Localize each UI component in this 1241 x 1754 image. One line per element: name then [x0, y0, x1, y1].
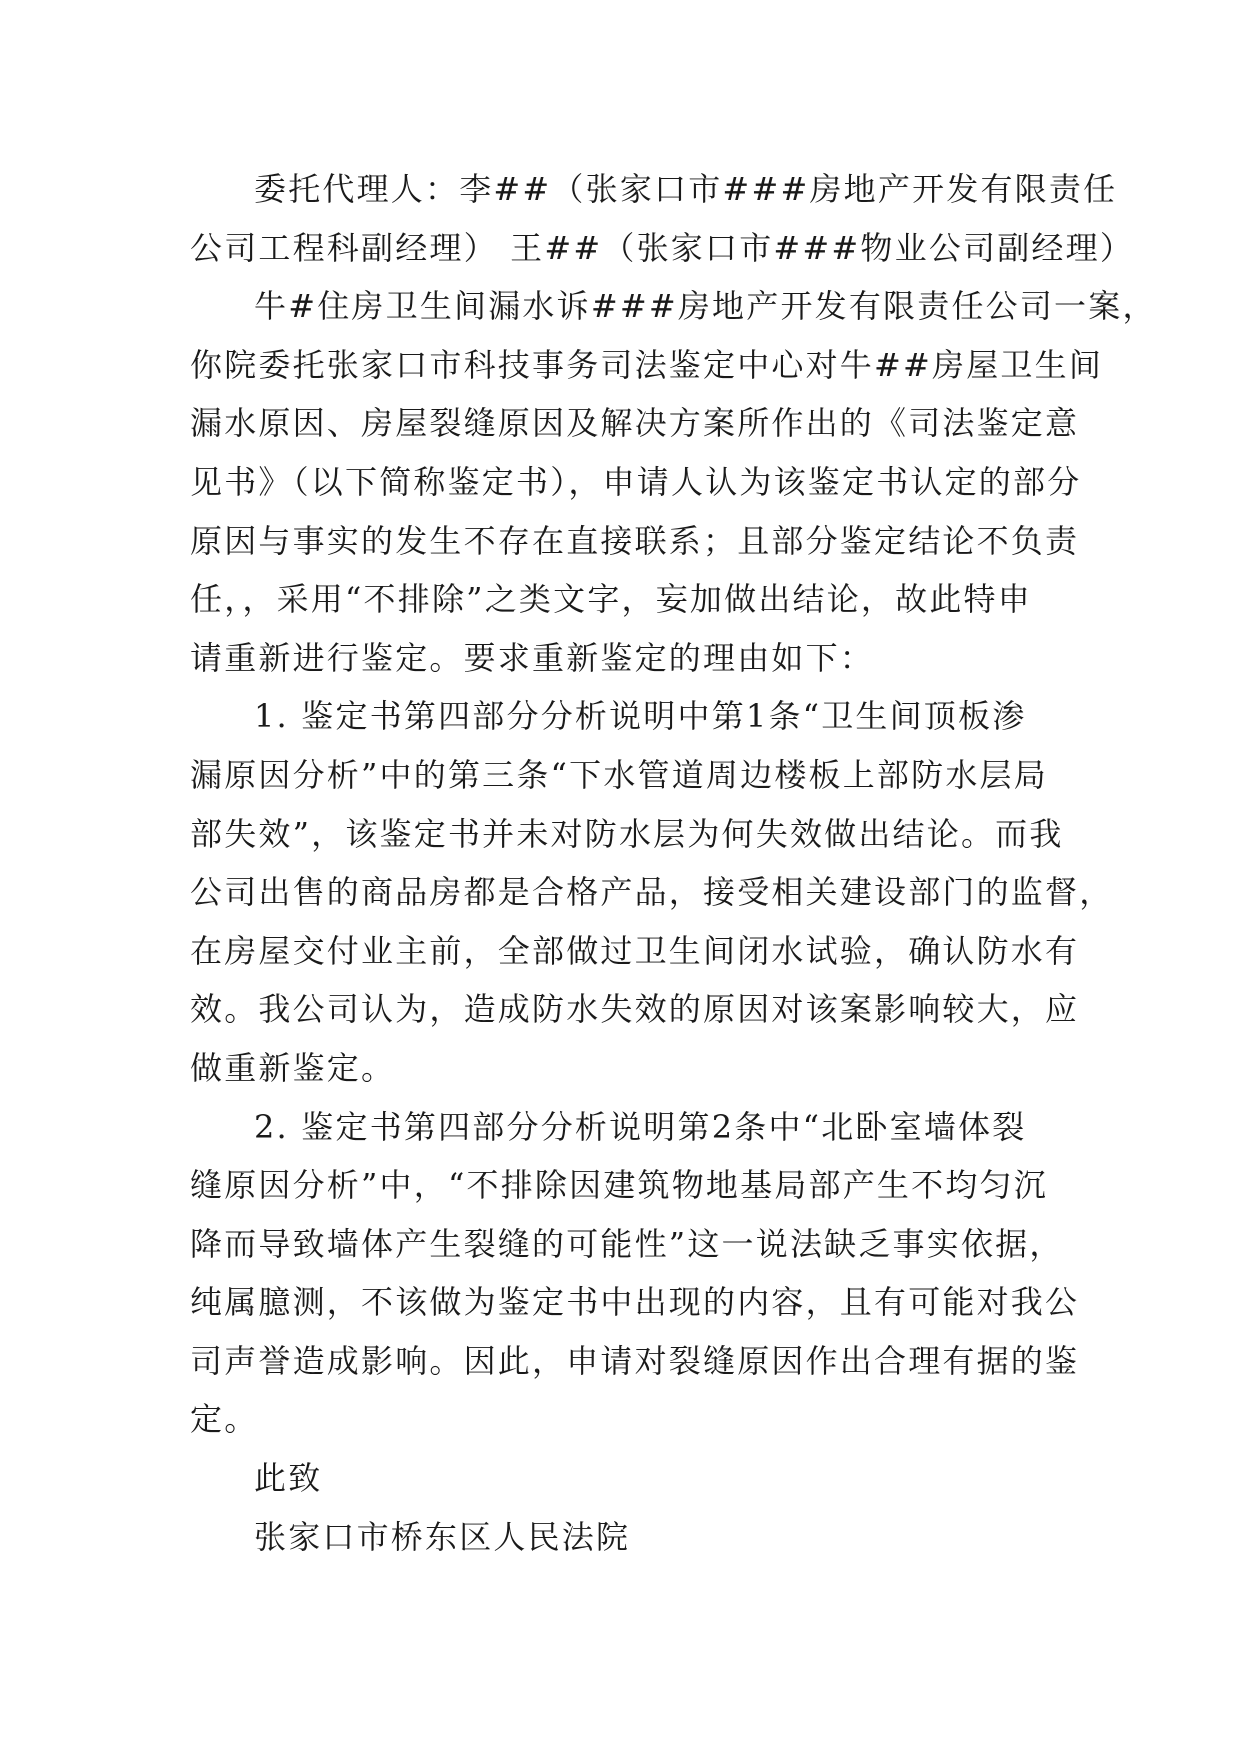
- text-line: 漏水原因、房屋裂缝原因及解决方案所作出的《司法鉴定意: [190, 404, 1080, 443]
- salutation: 此致: [254, 1459, 323, 1498]
- text-line: 见书》（以下简称鉴定书），申请人认为该鉴定书认定的部分: [190, 462, 1082, 501]
- text-line: 效。我公司认为，造成防水失效的原因对该案影响较大，应: [190, 990, 1080, 1029]
- text-line: 定。: [190, 1400, 259, 1439]
- recipient-court: 张家口市桥东区人民法院: [254, 1517, 631, 1556]
- text-line: 纯属臆测，不该做为鉴定书中出现的内容，且有可能对我公: [190, 1283, 1080, 1322]
- text-line: 公司出售的商品房都是合格产品，接受相关建设部门的监督，: [190, 873, 1114, 912]
- text-line: 任，，采用“不排除”之类文字，妄加做出结论，故此特申: [190, 580, 1032, 619]
- text-line: 公司工程科副经理） 王##（张家口市###物业公司副经理）: [190, 228, 1135, 267]
- text-line: 部失效”，该鉴定书并未对防水层为何失效做出结论。而我: [190, 814, 1064, 853]
- text-line: 做重新鉴定。: [190, 1048, 396, 1087]
- text-line: 在房屋交付业主前，全部做过卫生间闭水试验，确认防水有: [190, 931, 1080, 970]
- text-line: 缝原因分析”中，“不排除因建筑物地基局部产生不均匀沉: [190, 1166, 1048, 1205]
- text-line: 漏原因分析”中的第三条“下水管道周边楼板上部防水层局: [190, 755, 1048, 794]
- text-line: 你院委托张家口市科技事务司法鉴定中心对牛##房屋卫生间: [190, 345, 1104, 384]
- text-line: 降而导致墙体产生裂缝的可能性”这一说法缺乏事实依据，: [190, 1224, 1064, 1263]
- text-line: 2. 鉴定书第四部分分析说明第2条中“北卧室墙体裂: [254, 1107, 1027, 1146]
- text-line: 1. 鉴定书第四部分分析说明中第1条“卫生间顶板渗: [254, 697, 1027, 736]
- text-line: 牛#住房卫生间漏水诉###房地产开发有限责任公司一案，: [254, 287, 1157, 326]
- text-line: 原因与事实的发生不存在直接联系；且部分鉴定结论不负责: [190, 521, 1080, 560]
- text-line: 委托代理人：李##（张家口市###房地产开发有限责任: [254, 170, 1118, 208]
- text-line: 司声誉造成影响。因此，申请对裂缝原因作出合理有据的鉴: [190, 1341, 1080, 1380]
- document-body: [190, 160, 1157, 1566]
- text-line: 请重新进行鉴定。要求重新鉴定的理由如下：: [190, 638, 875, 677]
